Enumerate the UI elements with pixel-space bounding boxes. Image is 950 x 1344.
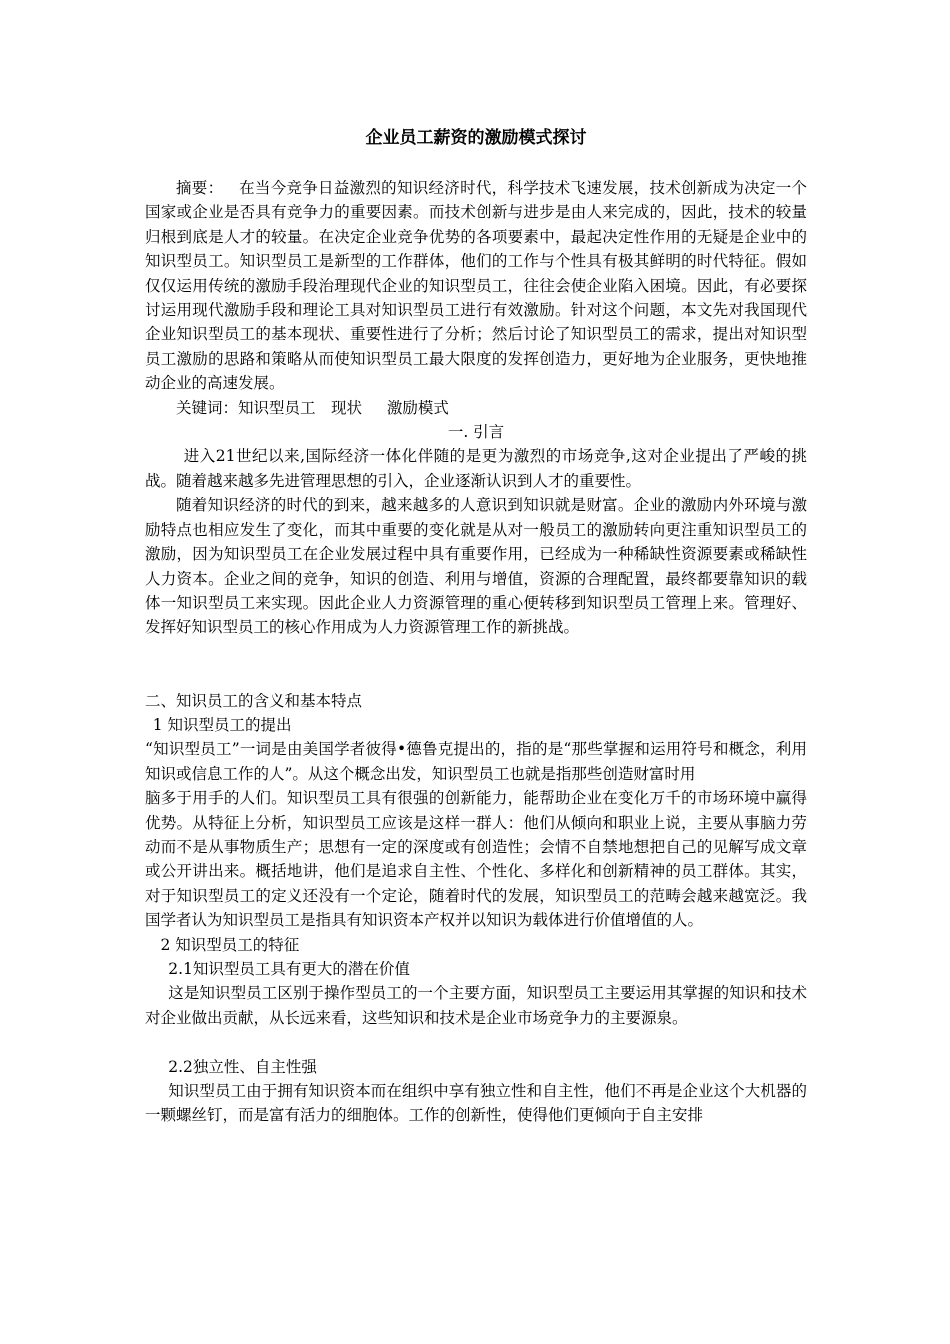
subsubsection-heading: 2.1知识型员工具有更大的潜在价值 bbox=[168, 959, 410, 978]
subsection-heading: 1 知识型员工的提出 bbox=[152, 715, 292, 734]
keywords-label: 关键词： bbox=[176, 398, 239, 417]
document-body bbox=[145, 176, 807, 1128]
abstract-label: 摘要： bbox=[176, 179, 224, 197]
intro-paragraph: 随着知识经济的时代的到来，越来越多的人意识到知识就是财富。企业的激励内外环境与激励特点也相应发生了变化，而其中重要的变化就是从对一般员工的激励转向更注重知识型员工的激励，因为知识型员工在企业发展过程中具有重要作用，已经成为一种稀缺性资源要素或稀缺性人力资本。企业之间的竞争，知识的创造、利用与增值，资源的合理配置，最终都要靠知识的载体一知识型员工来实现。因此企业人力资源管理的重心便转移到知识型员工管理上来。管理好、发挥好知识型员工的核心作用成为人力资源管理工作的新挑战。 bbox=[145, 496, 807, 637]
keyword-item: 现状 bbox=[331, 398, 363, 417]
spacer bbox=[145, 1030, 807, 1054]
body-paragraph: “知识型员工”一词是由美国学者彼得•德鲁克提出的，指的是“那些掌握和运用符号和概念，利用知识或信息工作的人”。从这个概念出发，知识型员工也就是指那些创造财富时用 bbox=[145, 740, 807, 783]
keywords-line bbox=[145, 396, 807, 420]
body-paragraph: 脑多于用手的人们。知识型员工具有很强的创新能力，能帮助企业在变化万千的市场环境中赢得优势。从特征上分析，知识型员工应该是这样一群人：他们从倾向和职业上说，主要从事脑力劳动而不是从事物质生产；思想有一定的深度或有创造性；会情不自禁地想把自己的见解写成文章或公开讲出来。概括地讲，他们是追求自主性、个性化、多样化和创新精神的员工群体。其实，对于知识型员工的定义还没有一个定论，随着时代的发展，知识型员工的范畴会越来越宽泛。我国学者认为知识型员工是指具有知识资本产权并以知识为载体进行价值增值的人。 bbox=[145, 789, 807, 930]
body-paragraph: 这是知识型员工区别于操作型员工的一个主要方面，知识型员工主要运用其掌握的知识和技术对企业做出贡献，从长远来看，这些知识和技术是企业市场竞争力的主要源泉。 bbox=[145, 984, 807, 1027]
section-heading-introduction: 一. 引言 bbox=[447, 423, 505, 442]
document-title: 企业员工薪资的激励模式探讨 bbox=[365, 128, 587, 148]
section-heading-knowledge-workers: 二、知识员工的含义和基本特点 bbox=[145, 691, 363, 710]
intro-paragraph: 进入21世纪以来,国际经济一体化伴随的是更为激烈的市场竞争,这对企业提出了严峻的挑战。随着越来越多先进管理思想的引入，企业逐渐认识到人才的重要性。 bbox=[145, 447, 807, 490]
subsubsection-heading: 2.2独立性、自主性强 bbox=[168, 1057, 317, 1076]
body-paragraph: 知识型员工由于拥有知识资本而在组织中享有独立性和自主性，他们不再是企业这个大机器的一颗螺丝钉，而是富有活力的细胞体。工作的创新性，使得他们更倾向于自主安排 bbox=[145, 1082, 807, 1125]
subsection-heading: 2 知识型员工的特征 bbox=[160, 935, 300, 954]
abstract-text: 在当今竞争日益激烈的知识经济时代，科学技术飞速发展，技术创新成为决定一个国家或企业是否具有竞争力的重要因素。而技术创新与进步是由人来完成的，因此，技术的较量归根到底是人才的较量。在决定企业竞争优势的各项要素中，最起决定性作用的无疑是企业中的知识型员工。知识型员工是新型的工作群体，他们的工作与个性具有极其鲜明的时代特征。假如仅仅运用传统的激励手段治理现代企业的知识型员工，往往会使企业陷入困境。因此，有必要探讨运用现代激励手段和理论工具对知识型员工进行有效激励。针对这个问题，本文先对我国现代企业知识型员工的基本现状、重要性进行了分析；然后讨论了知识型员工的需求，提出对知识型员工激励的思路和策略从而使知识型员工最大限度的发挥创造力，更好地为企业服务，更快地推动企业的高速发展。 bbox=[145, 179, 807, 393]
keyword-item: 激励模式 bbox=[386, 398, 449, 417]
keyword-item: 知识型员工 bbox=[238, 398, 316, 417]
abstract-paragraph bbox=[145, 176, 807, 396]
spacer bbox=[145, 640, 807, 689]
